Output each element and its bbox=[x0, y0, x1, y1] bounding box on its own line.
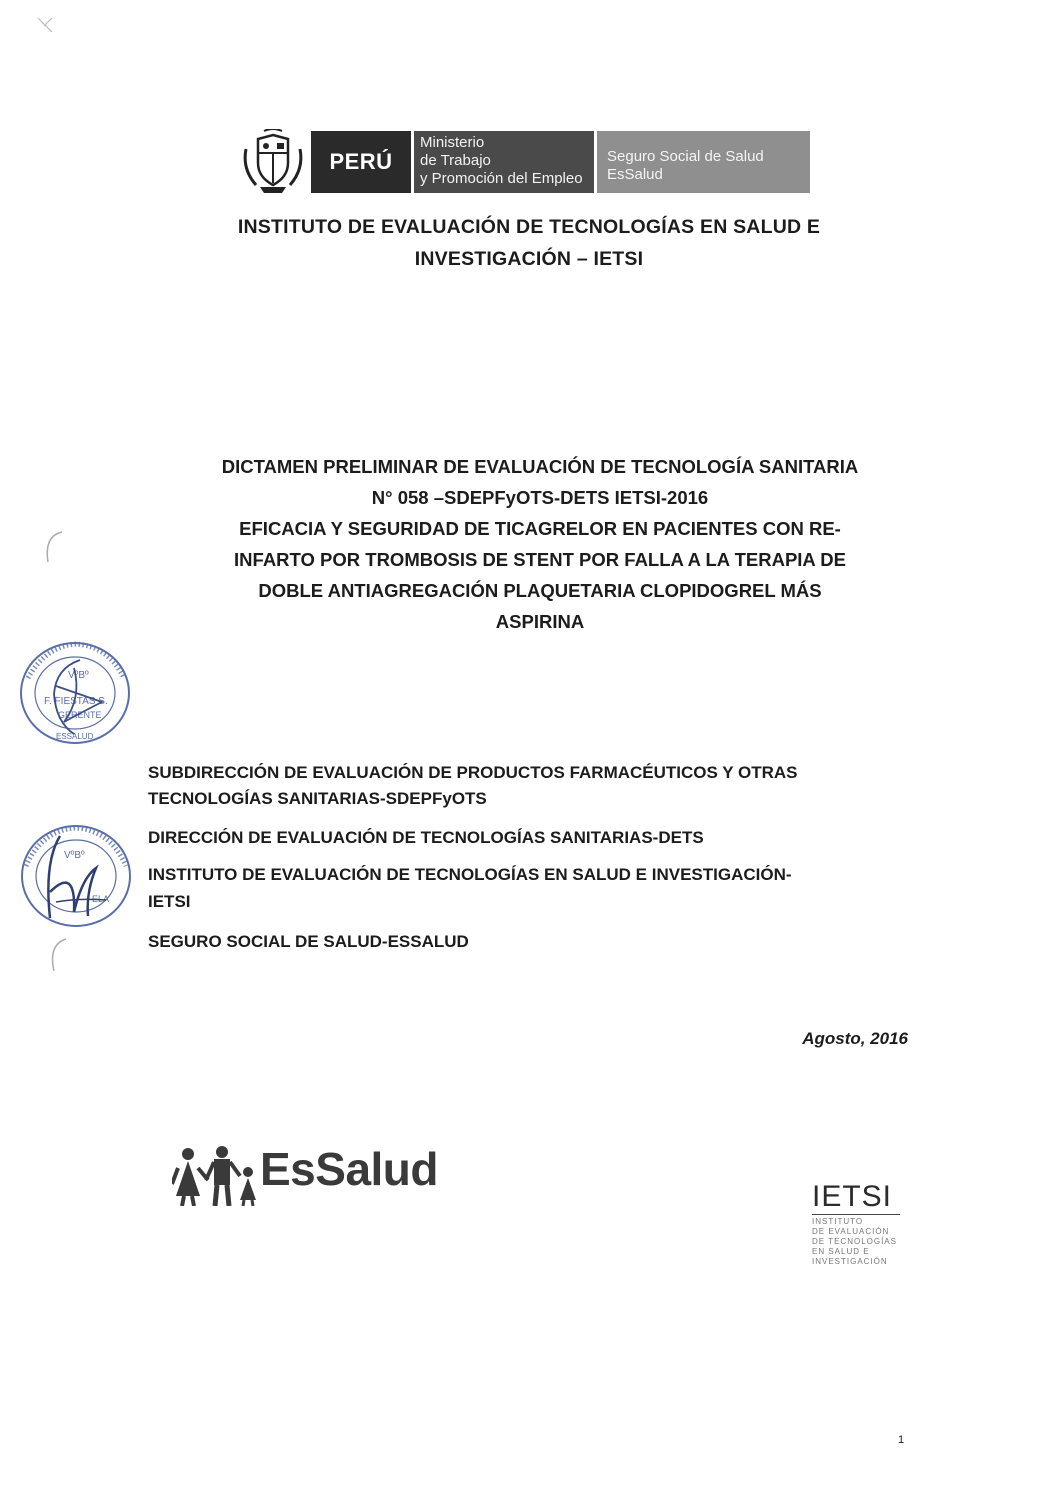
ietsi-logo-divider bbox=[812, 1214, 900, 1215]
approval-stamp-1 bbox=[16, 638, 134, 748]
seguro-line: SEGURO SOCIAL DE SALUD-ESSALUD bbox=[148, 932, 469, 951]
corner-mark-icon bbox=[30, 10, 70, 40]
government-logo-band bbox=[238, 129, 811, 195]
peru-label: PERÚ bbox=[311, 131, 411, 193]
dictamen-line: N° 058 –SDEPFyOTS-DETS IETSI-2016 bbox=[371, 487, 709, 508]
stamp-1-name-text: F. FIESTAS S. bbox=[44, 696, 108, 707]
ministry-label bbox=[414, 131, 594, 193]
dictamen-line: ASPIRINA bbox=[495, 611, 585, 632]
stamp-1-role-text: GERENTE bbox=[58, 710, 102, 720]
stamp-1-center-text: VºBº bbox=[68, 670, 89, 681]
page-number: 1 bbox=[898, 1434, 905, 1446]
agency-line: EsSalud bbox=[607, 166, 663, 183]
instituto-line: INSTITUTO DE EVALUACIÓN DE TECNOLOGÍAS EN SALUD E INVESTIGACIÓN- bbox=[148, 865, 792, 884]
document-date: Agosto, 2016 bbox=[802, 1029, 908, 1048]
approval-stamp-2 bbox=[16, 822, 134, 930]
subdireccion-line: SUBDIRECCIÓN DE EVALUACIÓN DE PRODUCTOS FARMACÉUTICOS Y OTRAS bbox=[148, 763, 798, 782]
dictamen-line: INFARTO POR TROMBOSIS DE STENT POR FALLA A LA TERAPIA DE bbox=[234, 549, 846, 570]
instituto-line: IETSI bbox=[148, 892, 191, 911]
dictamen-line: DICTAMEN PRELIMINAR DE EVALUACIÓN DE TECNOLOGÍA SANITARIA bbox=[221, 456, 859, 477]
ministry-line: y Promoción del Empleo bbox=[420, 170, 583, 187]
coat-of-arms-icon bbox=[238, 129, 308, 195]
essalud-logo-text: EsSalud bbox=[260, 1143, 439, 1195]
direccion-line: DIRECCIÓN DE EVALUACIÓN DE TECNOLOGÍAS SANITARIAS-DETS bbox=[148, 828, 704, 847]
ietsi-logo bbox=[812, 1180, 922, 1270]
ietsi-subtitle-line: DE TECNOLOGÍAS bbox=[812, 1237, 897, 1246]
ietsi-logo-title: IETSI bbox=[812, 1180, 893, 1213]
ietsi-subtitle-line: DE EVALUACIÓN bbox=[812, 1227, 890, 1236]
ietsi-logo-subtitle bbox=[812, 1217, 897, 1267]
institute-title-line: INVESTIGACIÓN – IETSI bbox=[414, 248, 644, 270]
agency-line: Seguro Social de Salud bbox=[607, 148, 764, 165]
stamp-2-name-text: ELA bbox=[92, 894, 110, 904]
essalud-logo bbox=[172, 1140, 462, 1210]
ministry-line: de Trabajo bbox=[420, 152, 491, 169]
margin-mark-icon bbox=[44, 935, 74, 975]
margin-mark-icon bbox=[40, 528, 70, 568]
ministry-line: Ministerio bbox=[420, 134, 485, 151]
stamp-1-bottom-text: ESSALUD bbox=[56, 732, 94, 741]
dictamen-line: EFICACIA Y SEGURIDAD DE TICAGRELOR EN PACIENTES CON RE- bbox=[239, 518, 841, 539]
ietsi-subtitle-line: EN SALUD E bbox=[812, 1247, 870, 1256]
ietsi-subtitle-line: INVESTIGACIÓN bbox=[812, 1257, 888, 1266]
institute-title-line: INSTITUTO DE EVALUACIÓN DE TECNOLOGÍAS EN SALUD E bbox=[237, 216, 821, 238]
agency-label bbox=[597, 131, 810, 193]
dictamen-line: DOBLE ANTIAGREGACIÓN PLAQUETARIA CLOPIDOGREL MÁS bbox=[258, 580, 822, 601]
stamp-2-center-text: VºBº bbox=[64, 850, 85, 861]
subdireccion-line: TECNOLOGÍAS SANITARIAS-SDEPFyOTS bbox=[148, 789, 487, 808]
family-figures-icon bbox=[172, 1146, 262, 1206]
ietsi-subtitle-line: INSTITUTO bbox=[812, 1217, 864, 1226]
